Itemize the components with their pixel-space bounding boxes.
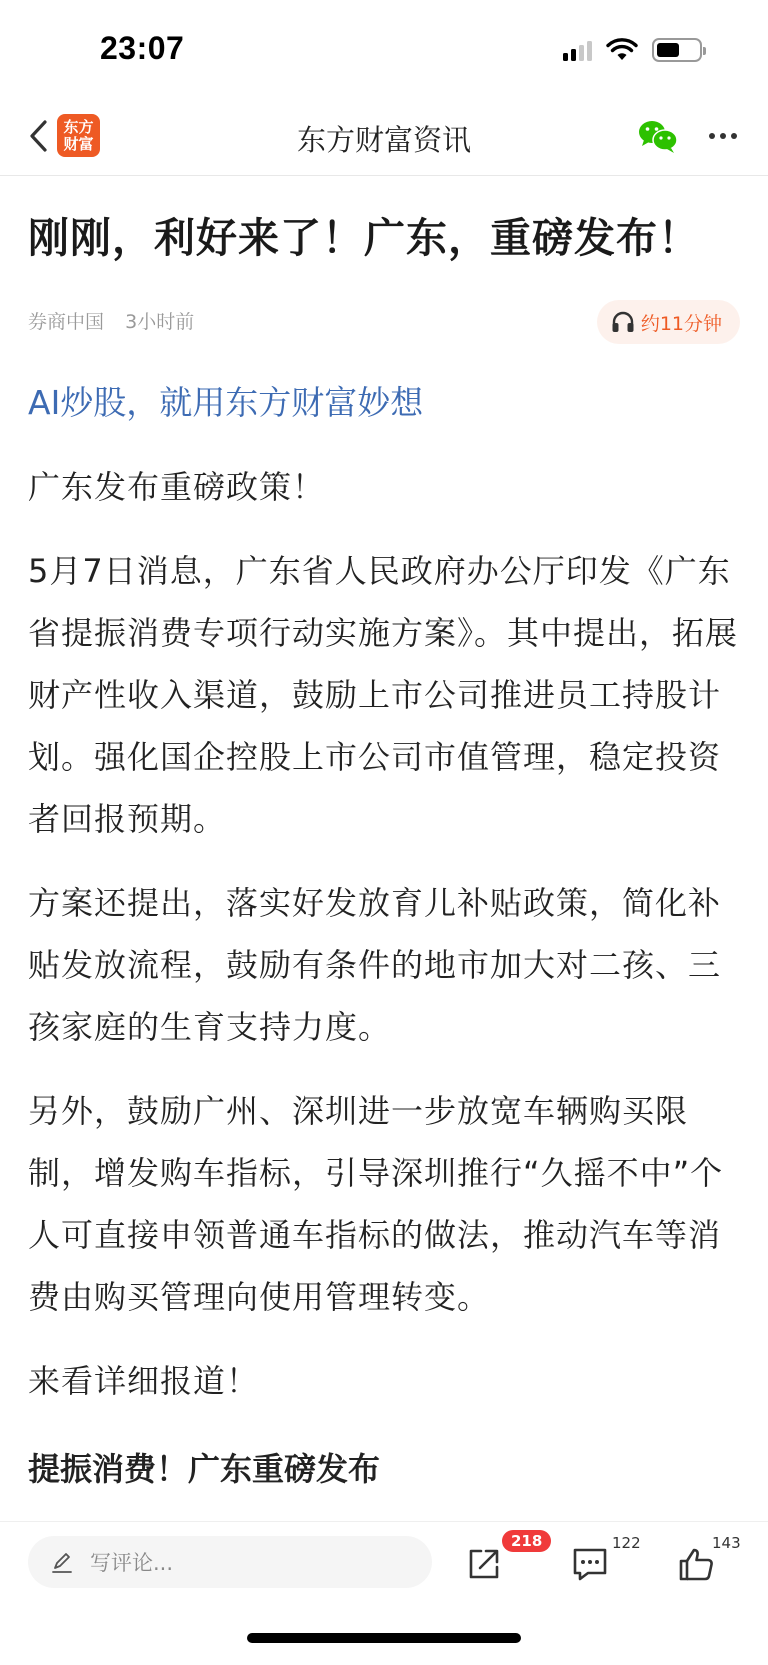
paragraph: 广东发布重磅政策！: [28, 468, 326, 506]
article-source[interactable]: 券商中国: [28, 311, 105, 333]
wechat-share-button[interactable]: [637, 118, 679, 154]
dot-icon: [709, 133, 715, 139]
nav-bar: [0, 100, 768, 176]
article: [28, 176, 740, 1500]
wifi-icon: [606, 38, 638, 62]
paragraph: 方案还提出，落实好发放育儿补贴政策，简化补贴发放流程，鼓励有条件的地市加大对二孩、三孩家庭的生育支持力度。: [28, 884, 722, 1046]
paragraph: 5月7日消息，广东省人民政府办公厅印发《广东省提振消费专项行动实施方案》。其中提出，拓展财产性收入渠道，鼓励上市公司推进员工持股计划。强化国企控股上市公司市值管理，稳定投资者回报预期。: [28, 552, 739, 838]
article-meta: [28, 300, 740, 344]
likes-count: 143: [712, 1534, 741, 1552]
listen-duration: 约11分钟: [640, 312, 722, 335]
wechat-icon: [637, 118, 679, 154]
logo-text-line2: 财富: [63, 134, 94, 153]
dot-icon: [720, 133, 726, 139]
section-heading: 提振消费！广东重磅发布: [28, 1450, 381, 1488]
paragraph: 另外，鼓励广州、深圳进一步放宽车辆购买限制，增发购车指标，引导深圳推行“久摇不中”个人可直接申领普通车指标的做法，推动汽车等消费由购买管理向使用管理转变。: [28, 1092, 724, 1316]
comment-placeholder: 写评论...: [90, 1551, 174, 1575]
share-count-badge: 218: [502, 1530, 551, 1552]
status-icons: [563, 38, 702, 62]
pencil-icon: [50, 1550, 74, 1574]
status-time: 23:07: [100, 30, 185, 66]
comments-count: 122: [612, 1534, 641, 1552]
home-indicator[interactable]: [247, 1633, 521, 1643]
comments-button[interactable]: [562, 1536, 618, 1592]
article-time: 3小时前: [125, 311, 195, 333]
share-icon: [466, 1546, 502, 1582]
battery-icon: [652, 38, 702, 62]
dot-icon: [731, 133, 737, 139]
comment-input[interactable]: [28, 1536, 432, 1588]
paragraph: 来看详细报道！: [28, 1362, 260, 1400]
thumbs-up-icon: [677, 1546, 715, 1582]
cellular-signal-icon: [563, 39, 592, 61]
article-headline: 刚刚，利好来了！广东，重磅发布！: [28, 214, 700, 262]
headphones-icon: [611, 311, 635, 333]
more-options-button[interactable]: [703, 118, 743, 154]
promo-link[interactable]: AI炒股，就用东方财富妙想: [28, 383, 424, 422]
comment-bubble-icon: [571, 1546, 609, 1582]
page-title: 东方财富资讯: [296, 123, 471, 157]
status-bar: [0, 0, 768, 100]
listen-button[interactable]: [597, 300, 740, 344]
logo-text-line1: 东方: [63, 117, 94, 136]
bottom-action-bar: [0, 1521, 768, 1665]
